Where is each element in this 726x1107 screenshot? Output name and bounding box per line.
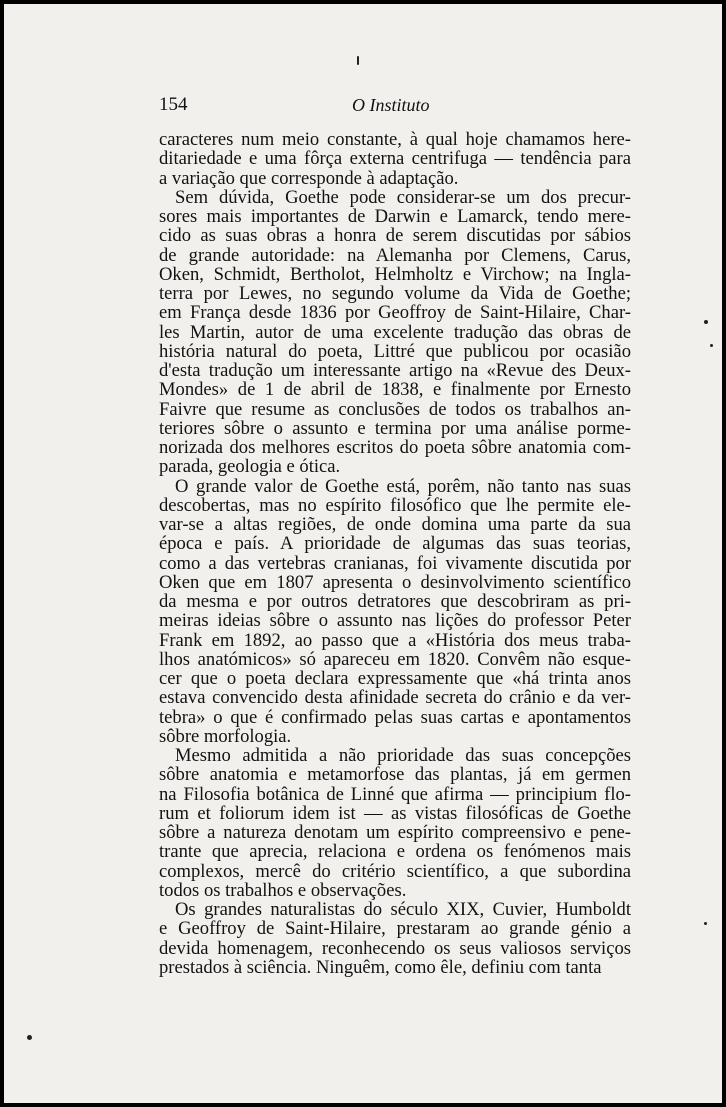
text-line: Mesmo admitida a não prioridade das suas concepções bbox=[175, 746, 631, 766]
text-line: terra por Lewes, no segundo volume da Vida de Goethe; bbox=[159, 284, 631, 304]
text-line: sôbre morfologia. bbox=[159, 726, 292, 746]
text-line: parada, geologia e ótica. bbox=[159, 457, 341, 477]
text-line: tebra» o que é confirmado pelas suas cartas e apontamentos bbox=[159, 707, 631, 727]
text-line: Oken que em 1807 apresenta o desinvolvimento scientífico bbox=[159, 572, 631, 592]
text-line: época e país. A prioridade de algumas das suas teorias, bbox=[159, 534, 631, 554]
text-line: rum et foliorum idem ist — as vistas filosóficas de Goethe bbox=[159, 803, 631, 823]
text-line: sôbre anatomia e metamorfose das plantas, já em germen bbox=[159, 765, 631, 785]
paragraph bbox=[159, 477, 631, 747]
text-line: Frank em 1892, ao passo que a «História dos meus traba- bbox=[159, 630, 631, 650]
text-line: sôbre a natureza denotam um espírito compreensivo e pene- bbox=[159, 823, 631, 843]
text-line: em França desde 1836 por Geoffroy de Saint-Hilaire, Char- bbox=[159, 303, 631, 323]
text-line: lhos anatómicos» só apareceu em 1820. Convêm não esque- bbox=[159, 649, 631, 669]
text-line: d'esta tradução um interessante artigo na «Revue des Deux- bbox=[159, 361, 631, 381]
text-line: trante que aprecia, relaciona e ordena os fenómenos mais bbox=[159, 842, 631, 862]
scan-speck bbox=[710, 344, 713, 347]
text-line: Mondes» de 1 de abril de 1838, e finalmente por Ernesto bbox=[159, 380, 631, 400]
text-line: na Filosofia botânica de Linné que afirma — principium flo- bbox=[159, 784, 631, 804]
running-title: O Instituto bbox=[352, 95, 430, 115]
text-line: cer que o poeta declara expressamente que «há trinta anos bbox=[159, 669, 631, 689]
text-line: todos os trabalhos e observações. bbox=[159, 880, 407, 900]
paragraph bbox=[159, 130, 631, 188]
text-line: estava convencido desta afinidade secreta do crânio e da ver- bbox=[159, 688, 631, 708]
paragraph bbox=[159, 188, 631, 477]
text-line: descobertas, mas no espírito filosófico que lhe permite ele- bbox=[159, 495, 631, 515]
text-line: ditariedade e uma fôrça externa centrifuga — tendência para bbox=[159, 149, 631, 169]
text-line: de grande autoridade: na Alemanha por Clemens, Carus, bbox=[159, 245, 631, 265]
text-line: meiras ideias sôbre o assunto nas lições do professor Peter bbox=[159, 611, 631, 631]
text-line: devida homenagem, reconhecendo os seus valiosos serviços bbox=[159, 938, 631, 958]
text-line: Os grandes naturalistas do século XIX, Cuvier, Humboldt bbox=[175, 900, 631, 920]
scan-speck bbox=[357, 56, 359, 65]
text-line: caracteres num meio constante, à qual hoje chamamos here- bbox=[159, 130, 631, 150]
text-line: prestados à sciência. Ninguêm, como êle, definiu com tanta bbox=[159, 957, 602, 977]
text-line: como a das vertebras cranianas, foi vivamente discutida por bbox=[159, 553, 631, 573]
page-header bbox=[159, 94, 631, 118]
text-line: história natural do poeta, Littré que publicou por ocasião bbox=[159, 341, 631, 361]
page-number: 154 bbox=[159, 94, 188, 115]
text-line: Oken, Schmidt, Bertholot, Helmholtz e Virchow; na Ingla- bbox=[159, 264, 631, 284]
text-line: teriores sôbre o assunto e termina por uma análise porme- bbox=[159, 418, 631, 438]
text-line: Sem dúvida, Goethe pode considerar-se um dos precur- bbox=[175, 187, 631, 207]
text-line: les Martin, autor de uma excelente tradução das obras de bbox=[159, 322, 631, 342]
paragraph bbox=[159, 900, 631, 977]
text-line: cido as suas obras a honra de serem discutidas por sábios bbox=[159, 226, 631, 246]
scan-speck bbox=[704, 320, 708, 324]
text-line: norizada dos melhores escritos do poeta sôbre anatomia com- bbox=[159, 438, 631, 458]
text-line: var-se a altas regiões, de onde domina uma parte da sua bbox=[159, 515, 631, 535]
book-page bbox=[4, 4, 722, 1103]
text-line: Faivre que resume as conclusões de todos os trabalhos an- bbox=[159, 399, 631, 419]
text-line: complexos, mercê do critério scientífico, a que subordina bbox=[159, 861, 631, 881]
text-line: da mesma e por outros detratores que descobriram as pri- bbox=[159, 592, 631, 612]
scan-speck bbox=[704, 922, 707, 925]
scan-speck bbox=[27, 1035, 32, 1040]
paragraph bbox=[159, 746, 631, 900]
text-line: sores mais importantes de Darwin e Lamarck, tendo mere- bbox=[159, 207, 631, 227]
body-text bbox=[159, 130, 631, 977]
text-line: O grande valor de Goethe está, porêm, não tanto nas suas bbox=[175, 476, 631, 496]
text-line: a variação que corresponde à adaptação. bbox=[159, 168, 459, 188]
text-line: e Geoffroy de Saint-Hilaire, prestaram ao grande génio a bbox=[159, 919, 631, 939]
